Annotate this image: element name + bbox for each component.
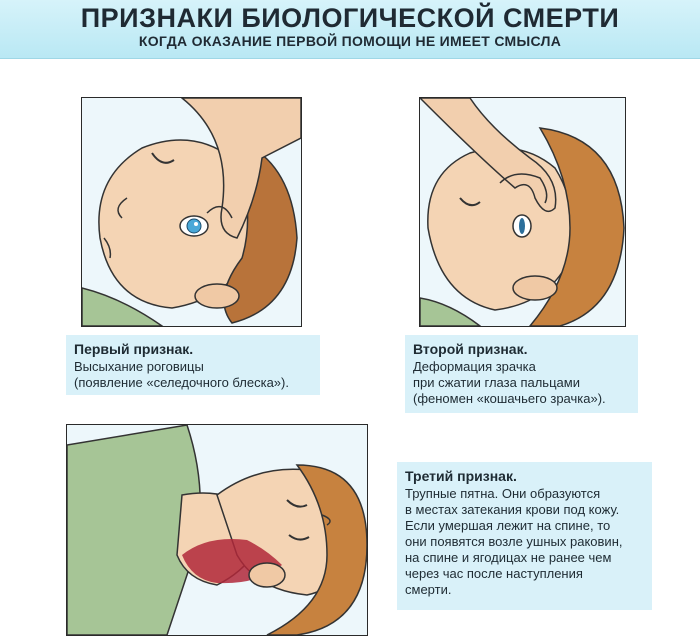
caption-first-sign <box>66 335 320 395</box>
second-sign-title: Второй признак. <box>413 341 528 357</box>
second-sign-line: (феномен «кошачьего зрачка»). <box>413 391 606 406</box>
third-sign-drawing <box>67 425 367 635</box>
third-sign-line: в местах затекания крови под кожу. <box>405 502 620 517</box>
page-subtitle: КОГДА ОКАЗАНИЕ ПЕРВОЙ ПОМОЩИ НЕ ИМЕЕТ СМЫСЛА <box>138 33 562 49</box>
third-sign-line: Трупные пятна. Они образуются <box>405 486 601 501</box>
first-sign-line: Высыхание роговицы <box>74 359 204 374</box>
second-sign-line: Деформация зрачка <box>413 359 536 374</box>
first-sign-title: Первый признак. <box>74 341 194 357</box>
third-sign-line: они появятся возле ушных раковин, <box>405 534 623 549</box>
third-sign-line: через час после наступления <box>405 566 583 581</box>
third-sign-line: на спине и ягодицах не ранее чем <box>405 550 612 565</box>
page-title: ПРИЗНАКИ БИОЛОГИЧЕСКОЙ СМЕРТИ <box>80 3 620 33</box>
illustration-third-sign <box>66 424 368 636</box>
second-sign-line: при сжатии глаза пальцами <box>413 375 580 390</box>
illustration-second-sign <box>419 97 626 327</box>
third-sign-title: Третий признак. <box>405 468 517 484</box>
caption-second-sign <box>405 335 638 413</box>
caption-third-sign <box>397 462 652 610</box>
third-sign-line: смерти. <box>405 582 452 597</box>
header-banner <box>0 0 700 59</box>
first-sign-drawing <box>82 98 301 326</box>
third-sign-line: Если умершая лежит на спине, то <box>405 518 611 533</box>
second-sign-drawing <box>420 98 625 326</box>
first-sign-line: (появление «селедочного блеска»). <box>74 375 289 390</box>
illustration-first-sign <box>81 97 302 327</box>
